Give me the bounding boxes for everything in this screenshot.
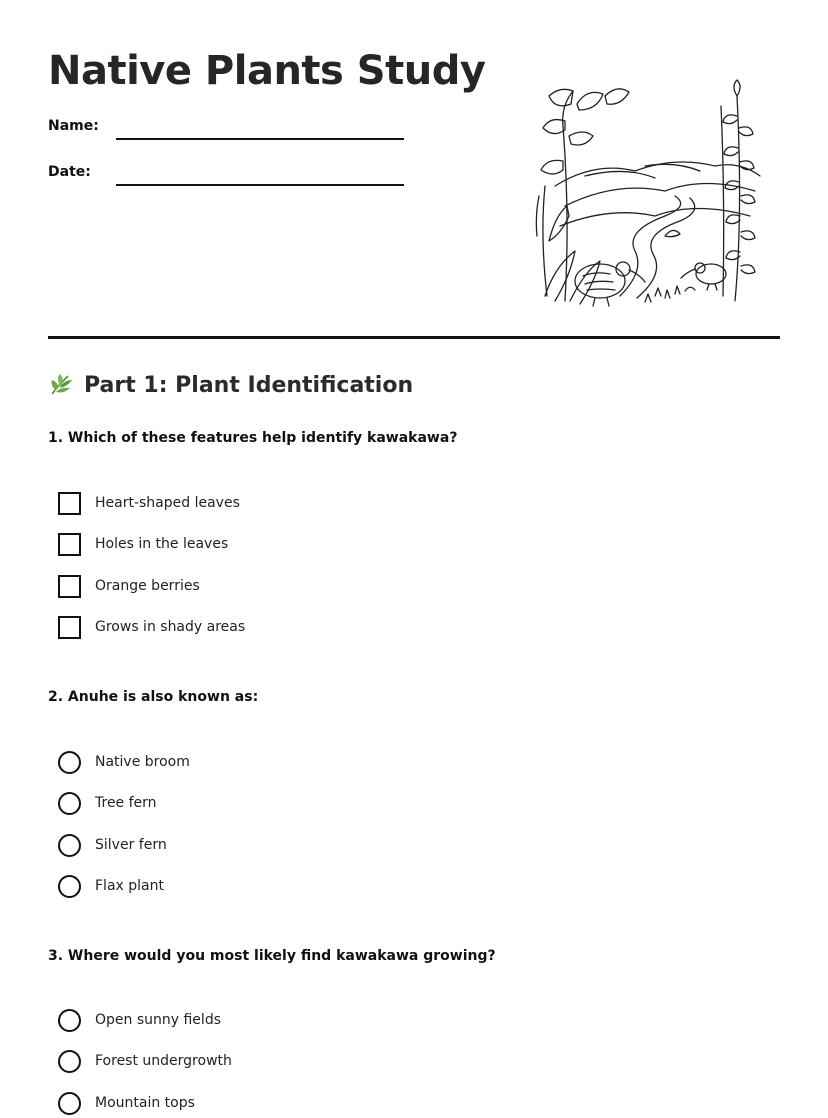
checkbox[interactable] <box>58 533 81 556</box>
part-1-heading <box>48 372 413 398</box>
page-title: Native Plants Study <box>48 48 486 94</box>
option-label: Flax plant <box>95 878 164 894</box>
name-label: Name: <box>48 118 99 134</box>
radio-button[interactable] <box>58 792 81 815</box>
date-label: Date: <box>48 164 91 180</box>
option-label: Heart-shaped leaves <box>95 495 240 511</box>
question-3: 3. Where would you most likely find kawakawa growing? <box>48 948 496 964</box>
checkbox[interactable] <box>58 616 81 639</box>
leaf-icon <box>48 372 74 398</box>
option-label: Native broom <box>95 754 190 770</box>
q3-option-2[interactable] <box>58 1049 232 1073</box>
plants-landscape-kiwi-illustration <box>525 66 765 312</box>
option-label: Holes in the leaves <box>95 536 229 552</box>
radio-button[interactable] <box>58 751 81 774</box>
q1-option-4[interactable] <box>58 615 245 639</box>
option-label: Open sunny fields <box>95 1012 221 1028</box>
option-label: Orange berries <box>95 578 200 594</box>
radio-button[interactable] <box>58 1009 81 1032</box>
radio-button[interactable] <box>58 834 81 857</box>
name-field-row <box>48 118 404 140</box>
date-input-line[interactable] <box>116 164 404 186</box>
section-divider <box>48 336 780 339</box>
q2-option-3[interactable] <box>58 833 167 857</box>
q2-option-4[interactable] <box>58 874 164 898</box>
checkbox[interactable] <box>58 492 81 515</box>
question-2: 2. Anuhe is also known as: <box>48 689 259 705</box>
date-field-row <box>48 164 404 186</box>
option-label: Forest undergrowth <box>95 1053 232 1069</box>
q1-option-1[interactable] <box>58 491 240 515</box>
option-label: Mountain tops <box>95 1095 195 1111</box>
name-input-line[interactable] <box>116 118 404 140</box>
q1-option-2[interactable] <box>58 532 228 556</box>
option-label: Tree fern <box>95 795 157 811</box>
radio-button[interactable] <box>58 1092 81 1115</box>
q2-option-1[interactable] <box>58 750 190 774</box>
option-label: Silver fern <box>95 837 167 853</box>
option-label: Grows in shady areas <box>95 619 246 635</box>
q3-option-1[interactable] <box>58 1008 221 1032</box>
q3-option-3[interactable] <box>58 1091 195 1115</box>
radio-button[interactable] <box>58 875 81 898</box>
question-1: 1. Which of these features help identify kawakawa? <box>48 430 458 446</box>
q2-option-2[interactable] <box>58 791 157 815</box>
checkbox[interactable] <box>58 575 81 598</box>
q1-option-3[interactable] <box>58 574 200 598</box>
part-1-title: Part 1: Plant Identification <box>84 372 414 398</box>
radio-button[interactable] <box>58 1050 81 1073</box>
